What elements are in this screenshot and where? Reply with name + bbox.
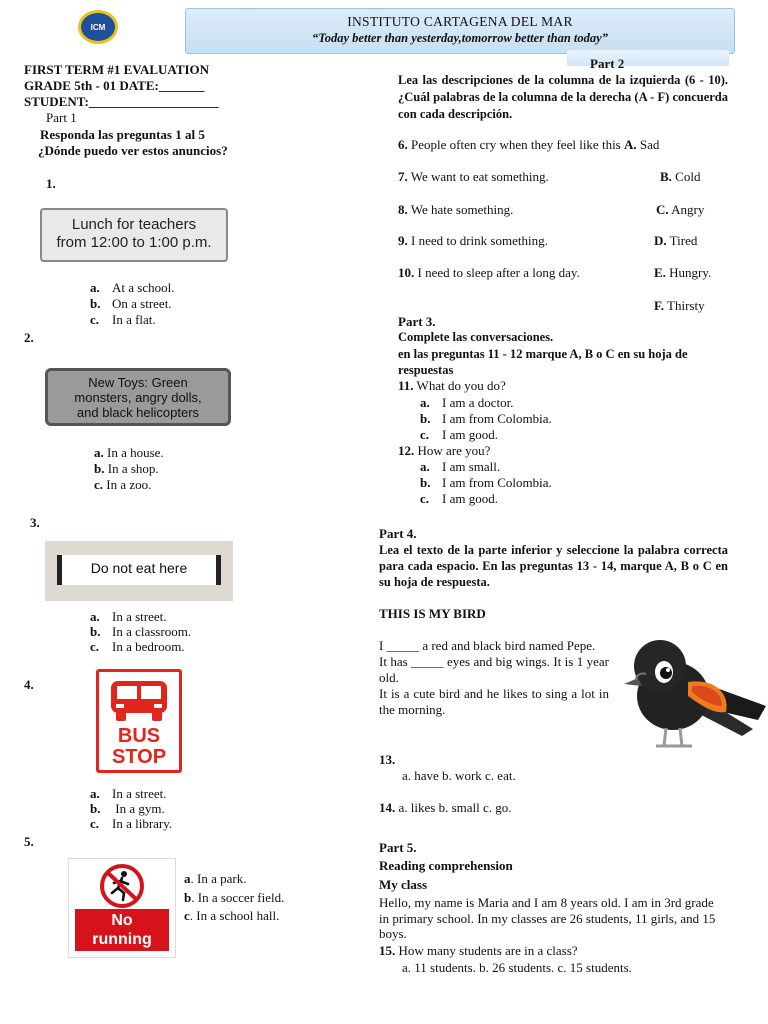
q11-question: 11. What do you do? xyxy=(398,378,506,393)
part2-heading: Part 2 xyxy=(590,56,625,71)
match-row-9: 9. I need to drink something. xyxy=(398,233,548,248)
bird-illustration xyxy=(618,634,768,752)
school-logo: ICM xyxy=(78,10,118,44)
match-row-6: 6. People often cry when they feel like this A. Sad xyxy=(398,137,660,152)
q14-question: 14. a. likes b. small c. go. xyxy=(379,800,512,815)
sign-do-not-eat: Do not eat here xyxy=(45,541,233,601)
q3-number: 3. xyxy=(30,515,40,530)
part3-instruction-1: Complete las conversaciones. xyxy=(398,330,554,344)
q4-number: 4. xyxy=(24,677,34,692)
q11-options: a. I am a doctor. b. I am from Colombia. c. I am good. xyxy=(420,395,552,442)
match-word-b: B. Cold xyxy=(660,169,701,184)
school-name: INSTITUTO CARTAGENA DEL MAR xyxy=(347,14,573,29)
bus-icon xyxy=(107,679,171,723)
q3-options: a. In a street. b. In a classroom. c. In a bedroom. xyxy=(90,609,192,654)
reading-title: Reading comprehension xyxy=(379,858,513,873)
bird-title: THIS IS MY BIRD xyxy=(379,606,486,621)
bird-paragraph: I _____ a red and black bird named Pepe. It has _____ eyes and big wings. It is 1 year old. It is a cute bird and he likes to sing a lot in the morning. xyxy=(379,638,609,717)
grade-date-line: GRADE 5th - 01 DATE:_______ xyxy=(24,78,205,93)
match-word-f: F. Thirsty xyxy=(654,298,705,313)
part4-heading: Part 4. xyxy=(379,526,417,541)
part1-heading: Part 1 xyxy=(46,110,77,125)
part3-heading: Part 3. xyxy=(398,314,436,329)
part4-instruction: Lea el texto de la parte inferior y seleccione la palabra correcta para cada espacio. En las preguntas 13 - 14, marque A, B o C en su hoja de respuesta. xyxy=(379,543,728,589)
q1-options: a. At a school. b. On a street. c. In a flat. xyxy=(90,280,175,327)
sign-new-toys: New Toys: Green monsters, angry dolls, and black helicopters xyxy=(45,368,231,426)
sign-bus-stop: BUS STOP xyxy=(96,669,182,773)
part5-heading: Part 5. xyxy=(379,840,417,855)
match-row-7: 7. We want to eat something. xyxy=(398,169,549,184)
sign-no-running: No running xyxy=(68,858,176,958)
q13-options: a. have b. work c. eat. xyxy=(402,768,516,783)
part3-instruction-2: en las preguntas 11 - 12 marque A, B o C en su hoja de respuestas xyxy=(398,347,688,377)
match-word-c: C. Angry xyxy=(656,202,705,217)
sign-lunch-teachers: Lunch for teachers from 12:00 to 1:00 p.m. xyxy=(40,208,228,262)
school-motto: “Today better than yesterday,tomorrow better than today” xyxy=(312,31,608,45)
q4-options: a. In a street. b. In a gym. c. In a library. xyxy=(90,786,173,831)
q2-number: 2. xyxy=(24,330,34,345)
match-word-e: E. Hungry. xyxy=(654,265,712,280)
q5-number: 5. xyxy=(24,834,34,849)
part1-instruction: Responda las preguntas 1 al 5 xyxy=(40,127,205,142)
q12-options: a. I am small. b. I am from Colombia. c. I am good. xyxy=(420,459,552,506)
q5-options: a. In a park. b. In a soccer field. c. In a school hall. xyxy=(184,871,285,923)
reading-subtitle: My class xyxy=(379,877,428,892)
q2-options: a. In a house. b. In a shop. c. In a zoo. xyxy=(94,445,164,492)
header-banner xyxy=(185,8,735,54)
q15-question: 15. How many students are in a class? xyxy=(379,943,578,958)
q1-number: 1. xyxy=(46,176,56,191)
no-running-icon xyxy=(96,863,148,909)
part1-question: ¿Dónde puedo ver estos anuncios? xyxy=(38,143,228,158)
match-word-d: D. Tired xyxy=(654,233,698,248)
part2-instruction: Lea las descripciones de la columna de la izquierda (6 - 10). ¿Cuál palabras de la columna de la derecha (A - F) concuerda con cada descripción. xyxy=(398,73,728,121)
student-line: STUDENT:____________________ xyxy=(24,94,219,109)
exam-title: FIRST TERM #1 EVALUATION xyxy=(24,62,210,77)
q13-number: 13. xyxy=(379,752,396,767)
reading-text: Hello, my name is Maria and I am 8 years old. I am in 3rd grade in primary school. In my classes are 26 students, 11 girls, and 15 boys. xyxy=(379,895,716,941)
q15-options: a. 11 students. b. 26 students. c. 15 students. xyxy=(402,960,632,975)
match-row-10: 10. I need to sleep after a long day. xyxy=(398,265,580,280)
q12-question: 12. How are you? xyxy=(398,443,491,458)
match-row-8: 8. We hate something. xyxy=(398,202,514,217)
